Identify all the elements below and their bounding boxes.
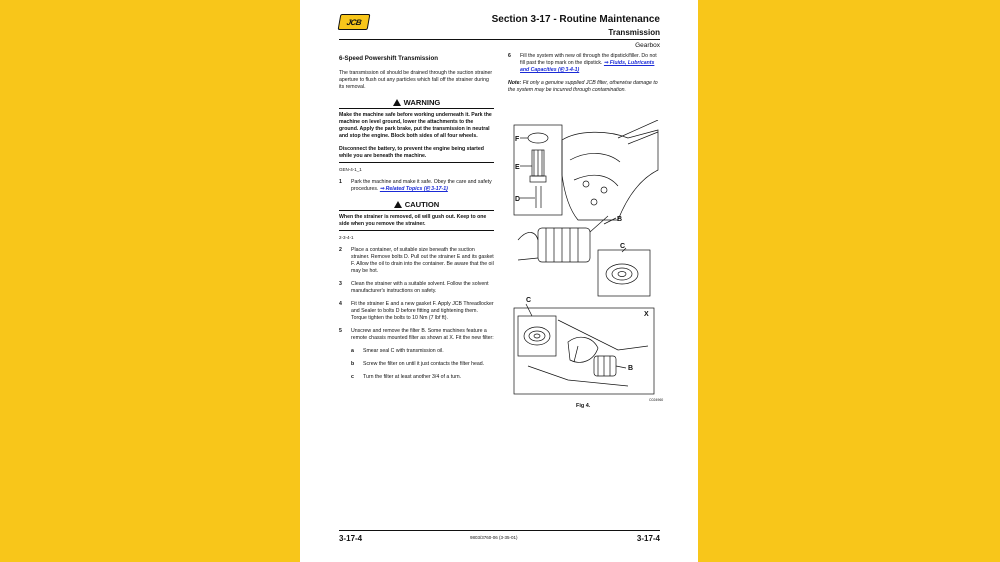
substep-letter: a (351, 348, 354, 354)
step-number: 4 (339, 301, 342, 307)
header-rule (339, 39, 660, 40)
step-5 (339, 328, 494, 342)
seal-c-bottom (524, 327, 550, 345)
page-number-right: 3-17-4 (636, 534, 660, 543)
caution-text: When the strainer is removed, oil will gush out. Keep to one side when you remove the strainer. (339, 214, 487, 227)
warning-title: WARNING (403, 98, 441, 107)
caution-rule (339, 210, 494, 211)
warning-text-1: Make the machine safe before working underneath it. Park the machine on level ground, lower the attachments to the ground. Apply the park brake, put the transmission in neutral and stop the engine. Block both sides of all four wheels. (339, 112, 492, 139)
step-6-text: Fill the system with new oil through the dipstick/filler. Do not fill past the top mark on the dipstick. (520, 53, 657, 66)
jcb-logo (338, 14, 371, 30)
figure-4 (508, 120, 660, 400)
step-text (351, 179, 494, 193)
caution-bottom-rule (339, 230, 494, 231)
page-number-left: 3-17-4 (339, 534, 363, 543)
note-paragraph (508, 80, 660, 94)
right-column (508, 53, 660, 100)
manual-page (300, 0, 698, 562)
step-number: 6 (508, 53, 511, 59)
step-text: Clean the strainer with a suitable solvent. Follow the solvent manufacturer's instructions on safety. (351, 281, 489, 294)
figure-illustration (508, 120, 660, 400)
note-label: Note: (508, 80, 522, 86)
label-b-bottom: B (628, 365, 634, 372)
footer-rule (339, 530, 660, 531)
caution-heading (339, 201, 494, 208)
fluids-capacities-link[interactable]: ⇒ Fluids, Lubricants and Capacities (⎗ 3-4-1) (520, 60, 655, 73)
left-column (339, 55, 494, 387)
subsection-label: Gearbox (635, 42, 660, 49)
substep-letter: c (351, 374, 354, 380)
label-f: F (515, 136, 520, 143)
figure-code: C024960 (649, 398, 664, 402)
warning-heading (339, 99, 494, 106)
logo-text: JCB (345, 17, 363, 27)
step-number: 3 (339, 281, 342, 287)
caution-triangle-icon (394, 201, 402, 208)
warning-text-2: Disconnect the battery, to prevent the engine being started while you are beneath the machine. (339, 146, 484, 159)
caution-title: CAUTION (404, 200, 440, 209)
gasket-f (528, 133, 548, 143)
warning-bottom-rule (339, 162, 494, 163)
step-text: Place a container, of suitable size beneath the suction strainer. Remove bolts D. Pull out the strainer E and its gasket F. Allow the oil to drain into the container. Be aware that the oil may be hot. (351, 247, 494, 274)
caution-code: 2-3-4-1 (339, 235, 354, 240)
step-text (520, 53, 660, 74)
label-b-top: B (617, 216, 623, 223)
substep-a (351, 348, 494, 355)
step-number: 1 (339, 179, 342, 185)
step-1 (339, 179, 494, 193)
warning-code: GEN-4-1_1 (339, 167, 362, 172)
warning-triangle-icon (393, 99, 401, 106)
substep-c (351, 374, 494, 381)
step-2 (339, 247, 494, 275)
substep-letter: b (351, 361, 355, 367)
procedure-heading: 6-Speed Powershift Transmission (339, 55, 439, 62)
label-d: D (515, 196, 521, 203)
label-c-bottom: C (526, 297, 532, 304)
step-6 (508, 53, 660, 74)
step-4 (339, 301, 494, 322)
section-title: Section 3-17 - Routine Maintenance (491, 14, 660, 25)
label-e: E (515, 164, 520, 171)
intro-paragraph: The transmission oil should be drained through the suction strainer aperture to flush out any particles which fall off the strainer during its removal. (339, 70, 493, 90)
substep-b (351, 361, 494, 368)
label-x: X (644, 311, 649, 318)
step-3 (339, 281, 494, 295)
step-text: Fit the strainer E and a new gasket F. Apply JCB Threadlocker and Sealer to bolts D before fitting and tightening them. Torque tighten the bolts to 10 Nm (7 lbf ft). (351, 301, 494, 321)
document-code: 9803/3760-06 (3-35-01) (470, 535, 518, 540)
step-1-text: Park the machine and make it safe. Obey the care and safety procedures. (351, 179, 492, 192)
seal-c-top (606, 264, 638, 284)
substep-text: Turn the filter at least another 3/4 of a turn. (363, 374, 462, 380)
step-number: 2 (339, 247, 342, 253)
substep-text: Screw the filter on until it just contacts the filter head. (363, 361, 485, 367)
note-text: Fit only a genuine supplied JCB filter, otherwise damage to the system may be incurred through contamination. (508, 80, 658, 93)
remote-filter-b (594, 356, 616, 376)
label-c-top: C (620, 243, 626, 250)
warning-rule (339, 108, 494, 109)
substep-text: Smear seal C with transmission oil. (363, 348, 444, 354)
step-number: 5 (339, 328, 342, 334)
step-text: Unscrew and remove the filter B. Some machines feature a remote chassis mounted filter as shown at X. Fit the new filter: (351, 328, 494, 341)
section-subtitle: Transmission (608, 28, 660, 37)
figure-caption: Fig 4. (576, 403, 591, 409)
related-topics-link[interactable]: ⇒ Related Topics (⎗ 3-17-1) (379, 186, 448, 192)
remote-filter-panel (514, 308, 654, 394)
